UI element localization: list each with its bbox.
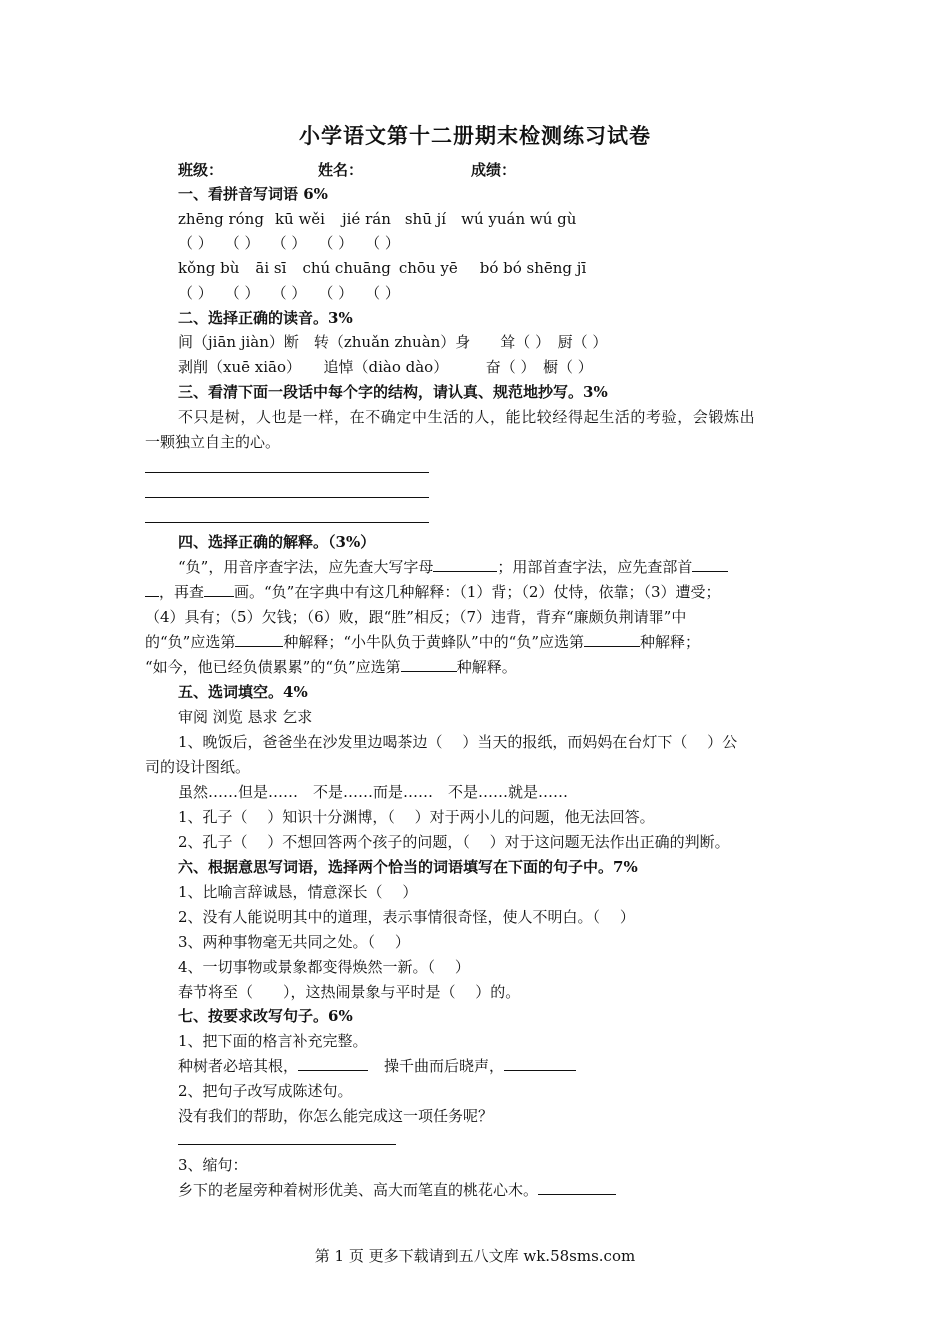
rewrite-question-1: 1、把下面的格言补充完整。 <box>178 1032 368 1050</box>
meaning-question-2: 2、没有人能说明其中的道理，表示事情很奇怪，使人不明白。（ ） <box>178 908 635 926</box>
answer-paren: （ ） <box>224 284 260 302</box>
word-bank: 审阅 浏览 恳求 乞求 <box>178 708 313 726</box>
answer-paren: （ ） <box>365 284 400 302</box>
writing-line[interactable] <box>145 472 429 473</box>
answer-blank[interactable] <box>235 632 283 647</box>
fill-question-1b: 司的设计图纸。 <box>145 758 251 776</box>
header-row <box>178 160 516 180</box>
pinyin-item: āi sī <box>255 259 287 277</box>
answer-paren: （ ） <box>178 234 213 252</box>
writing-line[interactable] <box>178 1144 396 1145</box>
copy-text-line-2: 一颗独立自主的心。 <box>145 433 281 451</box>
answer-paren: （ ） <box>318 284 354 302</box>
writing-line[interactable] <box>145 497 429 498</box>
answer-blank[interactable] <box>145 582 159 597</box>
pinyin-item: wú yuán wú gù <box>461 210 577 228</box>
answer-paren-row-2 <box>178 283 400 303</box>
name-label: 姓名： <box>318 161 364 179</box>
dictionary-question-line-2 <box>145 582 721 602</box>
answer-paren: （ ） <box>318 234 354 252</box>
question-text: “负”，用音序查字法，应先查大写字母 <box>178 558 434 576</box>
question-text: 种解释。 <box>456 658 517 676</box>
conjunction-bank: 虽然……但是…… 不是……而是…… 不是……就是…… <box>178 783 569 801</box>
answer-blank[interactable] <box>692 557 728 572</box>
section-7-heading: 七、按要求改写句子。6% <box>178 1007 353 1025</box>
fill-question-2: 1、孔子（ ）知识十分渊博，（ ）对于两小儿的问题，他无法回答。 <box>178 808 655 826</box>
shorten-sentence-line <box>178 1180 616 1200</box>
question-text: 种解释； <box>640 633 701 651</box>
answer-blank[interactable] <box>204 582 234 597</box>
copy-text-line-1: 不只是树，人也是一样，在不确定中生活的人，能比较经得起生活的考验，会锻炼出 <box>178 408 756 426</box>
section-5-heading: 五、选词填空。4% <box>178 683 308 701</box>
meaning-question-4: 4、一切事物或景象都变得焕然一新。（ ） <box>178 958 470 976</box>
section-1-heading: 一、看拼音写词语 6% <box>178 185 328 203</box>
score-label: 成绩： <box>471 161 517 179</box>
section-2-heading: 二、选择正确的读音。3% <box>178 309 353 327</box>
fill-question-3: 2、孔子（ ）不想回答两个孩子的问题，（ ）对于这问题无法作出正确的判断。 <box>178 833 730 851</box>
dictionary-question-line-5 <box>145 657 517 677</box>
proverb-text: 操千曲而后晓声， <box>384 1057 505 1075</box>
pinyin-item: jié rán <box>341 210 391 228</box>
answer-paren: （ ） <box>224 234 260 252</box>
pinyin-item: chú chuāng <box>302 259 391 277</box>
meaning-question-3: 3、两种事物毫无共同之处。（ ） <box>178 933 410 951</box>
pinyin-item: kū wěi <box>274 210 325 228</box>
page-footer: 第 1 页 更多下载请到五八文库 wk.58sms.com <box>314 1247 636 1265</box>
rewrite-sentence: 没有我们的帮助，你怎么能完成这一项任务呢？ <box>178 1107 494 1125</box>
answer-blank[interactable] <box>504 1056 576 1071</box>
question-text: “如今，他已经负债累累”的“负”应选第 <box>145 658 401 676</box>
answer-blank[interactable] <box>298 1056 368 1071</box>
page-title: 小学语文第十二册期末检测练习试卷 <box>299 123 651 148</box>
question-text: 画。“负”在字典中有这几种解释：（1）背；（2）仗恃，依靠；（3）遭受； <box>234 583 721 601</box>
section-4-heading: 四、选择正确的解释。（3%） <box>178 533 376 551</box>
reading-choice-line-1: 间（jiān jiàn）断 转（zhuǎn zhuàn）身 耸（ ） 厨（ ） <box>178 333 608 351</box>
section-3-heading: 三、看清下面一段话中每个字的结构，请认真、规范地抄写。3% <box>178 383 608 401</box>
writing-line[interactable] <box>145 522 429 523</box>
answer-paren-row-1 <box>178 233 400 253</box>
dictionary-question-line-3: （4）具有；（5）欠钱；（6）败，跟“胜”相反；（7）违背，背弃“廉颇负荆请罪”中 <box>145 608 687 626</box>
question-text: 种解释；“小牛队负于黄蜂队”中的“负”应选第 <box>283 633 585 651</box>
pinyin-item: bó bó shēng jī <box>479 259 587 277</box>
answer-paren: （ ） <box>271 284 307 302</box>
reading-choice-line-2: 剥削（xuē xiāo） 追悼（diào dào） 奋（ ） 橱（ ） <box>178 358 593 376</box>
question-text: 的“负”应选第 <box>145 633 236 651</box>
meaning-question-1: 1、比喻言辞诚恳，情意深长（ ） <box>178 883 418 901</box>
meaning-sentence: 春节将至（ ），这热闹景象与平时是（ ）的。 <box>178 983 521 1001</box>
dictionary-question-line-4 <box>145 632 700 652</box>
proverb-text: 种树者必培其根， <box>178 1057 299 1075</box>
answer-paren: （ ） <box>365 234 400 252</box>
pinyin-row-2 <box>178 258 586 278</box>
answer-blank[interactable] <box>401 657 457 672</box>
rewrite-question-2: 2、把句子改写成陈述句。 <box>178 1082 353 1100</box>
answer-blank[interactable] <box>433 557 497 572</box>
fill-question-1a: 1、晚饭后，爸爸坐在沙发里边喝茶边（ ）当天的报纸，而妈妈在台灯下（ ）公 <box>178 733 738 751</box>
pinyin-item: kǒng bù <box>178 259 240 277</box>
question-text: ；用部首查字法，应先查部首 <box>497 558 693 576</box>
dictionary-question-line-1 <box>178 557 728 577</box>
section-6-heading: 六、根据意思写词语，选择两个恰当的词语填写在下面的句子中。7% <box>178 858 638 876</box>
question-text: ，再查 <box>159 583 205 601</box>
answer-paren: （ ） <box>271 234 307 252</box>
pinyin-item: shū jí <box>404 210 447 228</box>
class-label: 班级： <box>178 161 224 179</box>
shorten-sentence: 乡下的老屋旁种着树形优美、高大而笔直的桃花心木。 <box>178 1181 539 1199</box>
answer-blank[interactable] <box>538 1180 616 1195</box>
pinyin-row-1 <box>178 209 576 229</box>
answer-blank[interactable] <box>584 632 640 647</box>
pinyin-item: zhēng róng <box>178 210 264 228</box>
pinyin-item: chōu yē <box>398 259 458 277</box>
rewrite-question-3: 3、缩句： <box>178 1156 248 1174</box>
proverb-line <box>178 1056 576 1076</box>
answer-paren: （ ） <box>178 284 213 302</box>
